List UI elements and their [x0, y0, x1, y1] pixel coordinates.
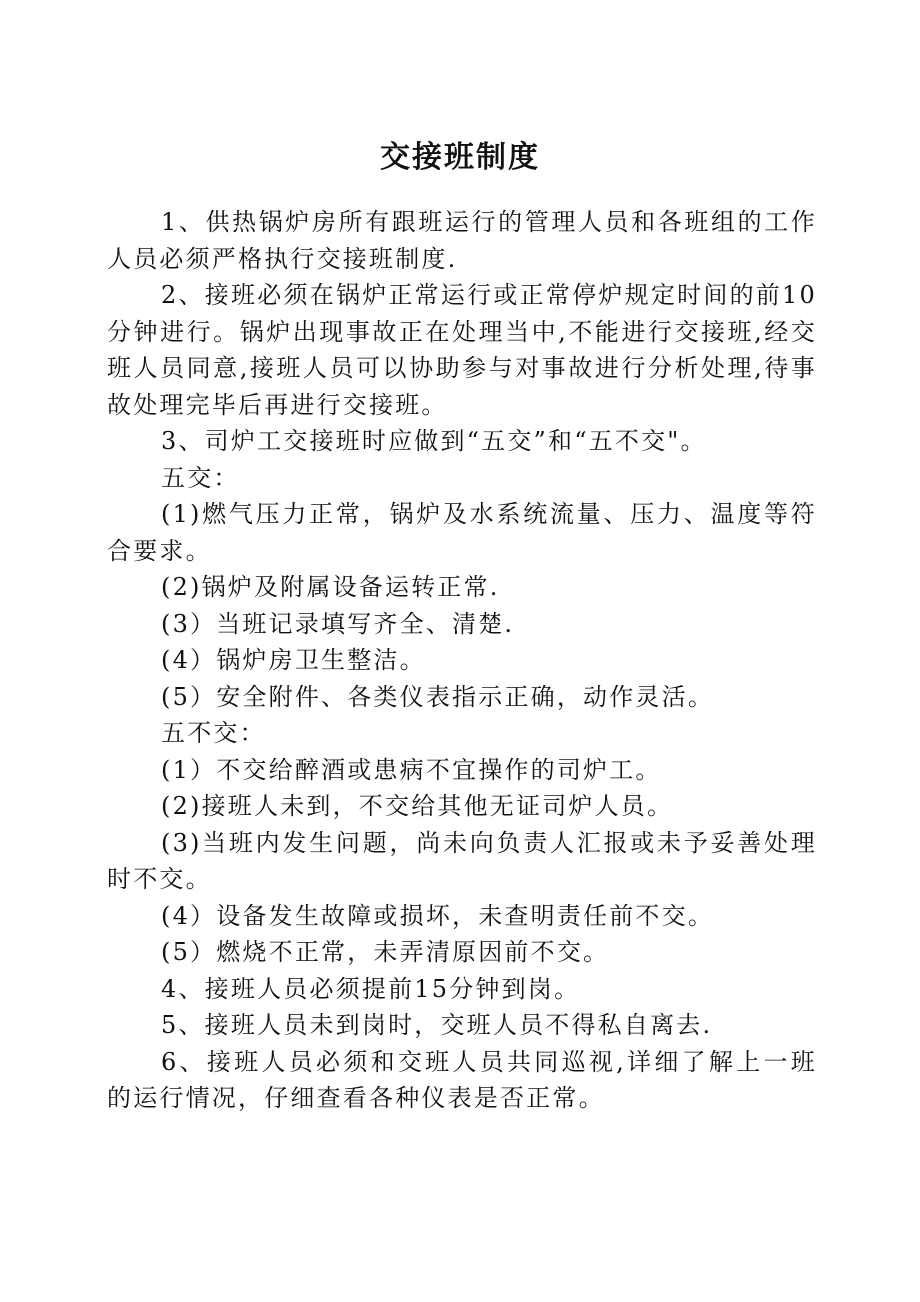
five-no-handover-heading: 五不交：	[161, 719, 266, 747]
document-body	[107, 204, 817, 1117]
rule-2-paragraph: 2、接班必须在锅炉正常运行或正常停炉规定时间的前10分钟进行。锅炉出现事故正在处理当中,不能进行交接班,经交班人员同意,接班人员可以协助参与对事故进行分析处理,待事故处理完毕后再进行交接班。	[107, 281, 817, 419]
five-no-handover-item-4: (4）设备发生故障或损坏，未查明责任前不交。	[161, 901, 715, 930]
five-handover-item-4: (4）锅炉房卫生整洁。	[161, 646, 426, 674]
five-no-handover-item-3: (3)当班内发生问题，尚未向负责人汇报或未予妥善处理时不交。	[107, 828, 817, 893]
rule-6-paragraph: 6、接班人员必须和交班人员共同巡视,详细了解上一班的运行情况，仔细查看各种仪表是否正常。	[107, 1047, 817, 1112]
rule-4-paragraph: 4、接班人员必须提前15分钟到岗。	[161, 974, 581, 1003]
five-no-handover-item-5: (5）燃烧不正常，未弄清原因前不交。	[161, 938, 610, 966]
five-handover-item-2: (2)锅炉及附属设备运转正常.	[161, 573, 500, 601]
rule-3-paragraph: 3、司炉工交接班时应做到“五交”和“五不交"。	[161, 427, 707, 455]
five-handover-item-3: (3）当班记录填写齐全、清楚.	[161, 609, 515, 638]
five-handover-heading: 五交：	[161, 463, 240, 492]
five-no-handover-item-2: (2)接班人未到，不交给其他无证司炉人员。	[161, 792, 674, 820]
rule-5-paragraph: 5、接班人员未到岗时，交班人员不得私自离去.	[161, 1011, 713, 1039]
five-handover-item-1: (1)燃气压力正常，锅炉及水系统流量、压力、温度等符合要求。	[107, 500, 817, 565]
five-no-handover-item-1: (1）不交给醉酒或患病不宜操作的司炉工。	[161, 755, 662, 784]
page-title: 交接班制度	[380, 140, 540, 175]
rule-1-paragraph: 1、供热锅炉房所有跟班运行的管理人员和各班组的工作人员必须严格执行交接班制度.	[107, 208, 817, 273]
five-handover-item-5: (5）安全附件、各类仪表指示正确，动作灵活。	[161, 682, 715, 711]
